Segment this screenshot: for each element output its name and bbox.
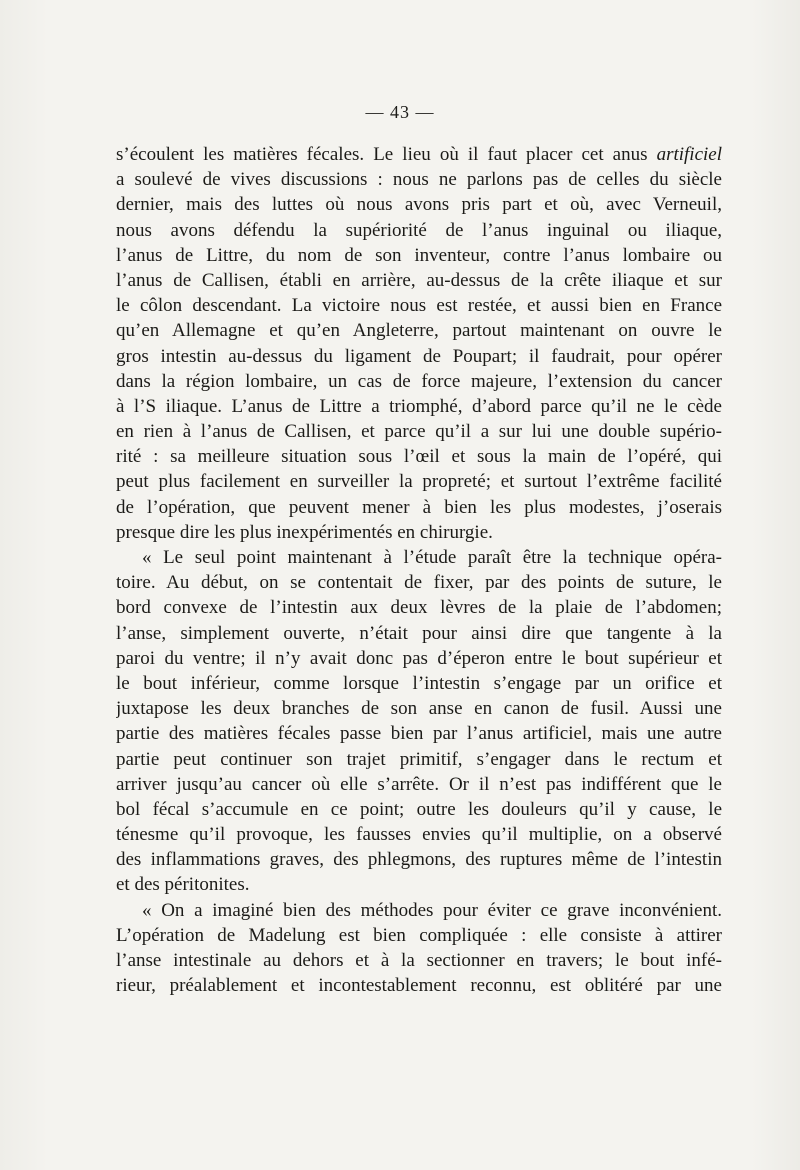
text-line-content: l’anse, simplement ouverte, n’était pour ainsi dire que tangente à la (116, 622, 722, 644)
text-line-content: des inflammations graves, des phlegmons, des ruptures même de l’intestin (116, 849, 722, 871)
text-line-content: paroi du ventre; il n’y avait donc pas d’éperon entre le bout supérieur et (116, 647, 722, 669)
text-line-content: ténesme qu’il provoque, les fausses envies qu’il multiplie, on a observé (116, 824, 722, 846)
text-line (116, 797, 722, 822)
text-line-content: l’anus de Littre, du nom de son inventeur, contre l’anus lombaire ou (116, 244, 722, 266)
text-line (116, 948, 722, 973)
text-line-content: bol fécal s’accumule en ce point; outre les douleurs qu’il y cause, le (116, 798, 722, 820)
text-line-content: gros intestin au-dessus du ligament de Poupart; il faudrait, pour opérer (116, 345, 722, 367)
text-line (116, 444, 722, 469)
text-line-content: et des péritonites. (116, 874, 250, 896)
text-line (116, 747, 722, 772)
text-line (116, 646, 722, 671)
text-line (116, 595, 722, 620)
text-line-content: qu’en Allemagne et qu’en Angleterre, partout maintenant on ouvre le (116, 320, 722, 342)
text-line (116, 545, 722, 570)
text-line-content: presque dire les plus inexpérimentés en chirurgie. (116, 521, 493, 543)
text-line (116, 192, 722, 217)
text-line (116, 872, 722, 897)
text-line (116, 369, 722, 394)
text-line-content: bord convexe de l’intestin aux deux lèvres de la plaie de l’abdomen; (116, 597, 722, 619)
text-line-content: arriver jusqu’au cancer où elle s’arrête. Or il n’est pas indifférent que le (116, 773, 722, 795)
text-line (116, 344, 722, 369)
text-line-content: partie peut continuer son trajet primitif, s’engager dans le rectum et (116, 748, 722, 770)
text-line (116, 721, 722, 746)
text-line (116, 495, 722, 520)
text-line-content: nous avons défendu la supériorité de l’anus inguinal ou iliaque, (116, 219, 722, 241)
text-line-content: à l’S iliaque. L’anus de Littre a triomphé, d’abord parce qu’il ne le cède (116, 395, 722, 417)
text-line-content: de l’opération, que peuvent mener à bien les plus modestes, j’oserais (116, 496, 722, 518)
text-line-content: le bout inférieur, comme lorsque l’intestin s’engage par un orifice et (116, 672, 722, 694)
text-line-content: « On a imaginé bien des méthodes pour éviter ce grave inconvénient. (142, 899, 722, 921)
text-line-content: toire. Au début, on se contentait de fixer, par des points de suture, le (116, 572, 722, 594)
text-line (116, 772, 722, 797)
text-line-content: « Le seul point maintenant à l’étude paraît être la technique opéra- (142, 547, 722, 568)
text-line-content: le côlon descendant. La victoire nous est restée, et aussi bien en France (116, 295, 722, 317)
text-line-content: partie des matières fécales passe bien par l’anus artificiel, mais une autre (116, 723, 722, 745)
text-line (116, 268, 722, 293)
text-line (116, 167, 722, 192)
text-line (116, 142, 722, 167)
text-line-content: a soulevé de vives discussions : nous ne parlons pas de celles du siècle (116, 169, 722, 191)
text-line-content: l’anse intestinale au dehors et à la sectionner en travers; le bout infé- (116, 950, 722, 971)
text-line-content: s’écoulent les matières fécales. Le lieu où il faut placer cet anus (116, 144, 657, 165)
text-line (116, 570, 722, 595)
text-line-content: rieur, préalablement et incontestablement reconnu, est oblitéré par une (116, 975, 722, 997)
text-line (116, 218, 722, 243)
text-line-content: peut plus facilement en surveiller la propreté; et surtout l’extrême facilité (116, 471, 722, 493)
text-line (116, 621, 722, 646)
text-line-content: l’anus de Callisen, établi en arrière, au-dessus de la crête iliaque et sur (116, 269, 722, 291)
text-line (116, 394, 722, 419)
text-line (116, 293, 722, 318)
text-line (116, 469, 722, 494)
text-line (116, 847, 722, 872)
text-line (116, 822, 722, 847)
text-line-content: L’opération de Madelung est bien compliquée : elle consiste à attirer (116, 924, 722, 946)
text-line-content: en rien à l’anus de Callisen, et parce qu’il a sur lui une double supério- (116, 421, 722, 443)
text-line (116, 671, 722, 696)
body-text (116, 142, 722, 998)
text-line (116, 243, 722, 268)
text-line (116, 696, 722, 721)
text-line (116, 419, 722, 444)
italic-word: artificiel (656, 144, 722, 165)
text-line (116, 923, 722, 948)
text-line (116, 898, 722, 923)
page-number: — 43 — (365, 102, 435, 122)
text-line (116, 318, 722, 343)
text-line-content: dans la région lombaire, un cas de force majeure, l’extension du cancer (116, 370, 722, 392)
text-line (116, 973, 722, 998)
text-line (116, 520, 722, 545)
text-line-content: dernier, mais des luttes où nous avons pris part et où, avec Verneuil, (116, 194, 722, 216)
text-line-content: rité : sa meilleure situation sous l’œil et sous la main de l’opéré, qui (116, 446, 722, 468)
text-line-content: juxtapose les deux branches de son anse en canon de fusil. Aussi une (116, 698, 722, 720)
